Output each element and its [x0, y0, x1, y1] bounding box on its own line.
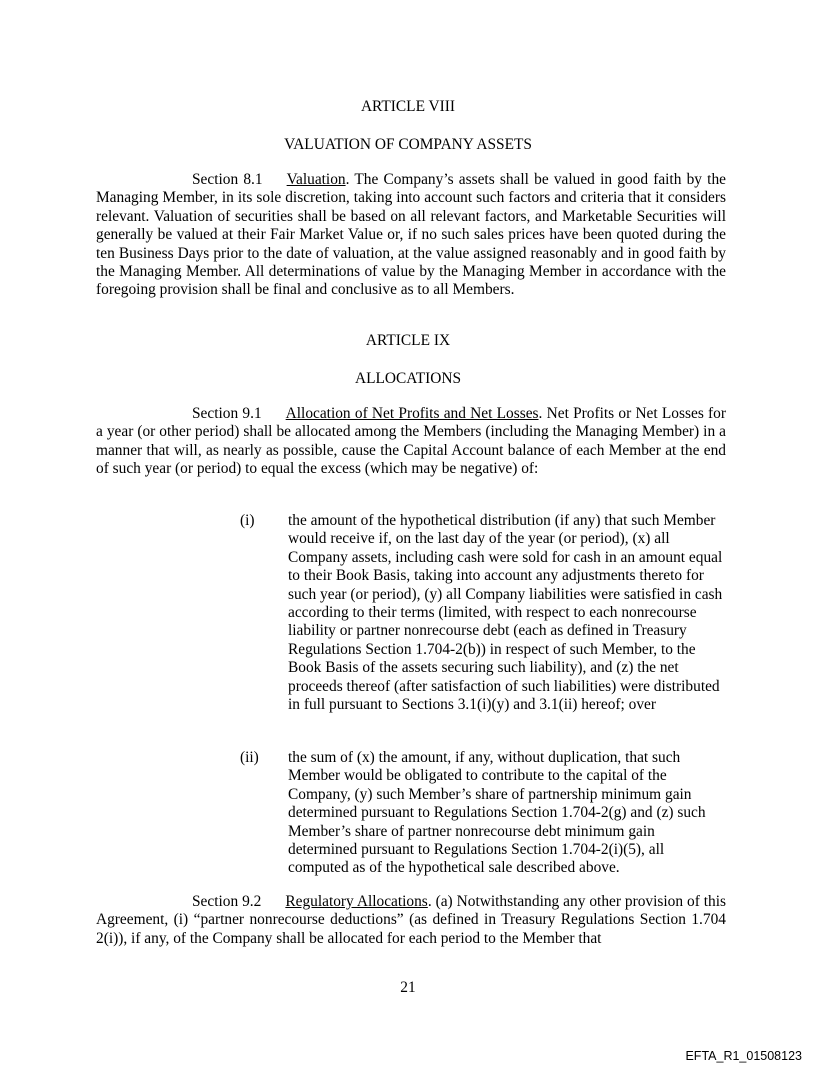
- list-item-number: (ii): [240, 749, 259, 766]
- section-8-1-title: Valuation: [286, 171, 346, 188]
- document-id-footer: EFTA_R1_01508123: [685, 1049, 802, 1063]
- list-item-text: the sum of (x) the amount, if any, without duplication, that such Member would be obligated to contribute to the capital of the Company, (y) such Member’s share of partnership minimum gain determined pursuant to Regulations Section 1.704-2(g) and (z) such Member’s share of partner nonrecourse debt minimum gain determined pursuant to Regulations Section 1.704-2(i)(5), all computed as of the hypothetical sale described above.: [288, 749, 706, 877]
- section-8-1-number: Section 8.1: [192, 171, 263, 188]
- section-9-1-body: . Net Profits or Net Losses for a year (or other period) shall be allocated among the Members (including the Managing Member) in a manner that will, as nearly as possible, cause the Capital Account balance of each Member at the end of such year (or period) to equal the excess (which may be negative) of:: [96, 405, 726, 478]
- section-9-2-number: Section 9.2: [192, 893, 262, 910]
- page-number: 21: [400, 979, 416, 996]
- article-ix-title: ALLOCATIONS: [354, 370, 462, 387]
- article-viii-heading: ARTICLE VIII: [360, 98, 456, 115]
- list-item-number: (i): [240, 512, 255, 529]
- section-9-2-title: Regulatory Allocations: [285, 893, 428, 910]
- article-viii-title: VALUATION OF COMPANY ASSETS: [284, 136, 532, 153]
- section-9-2-paragraph: [96, 893, 726, 948]
- section-9-2-body: . (a) Notwithstanding any other provision of this Agreement, (i) “partner nonrecourse deductions” (as defined in Treasury Regulations Section 1.704 2(i)), if any, of the Company shall be allocated for each period to the Member that: [96, 893, 727, 947]
- article-ix-heading: ARTICLE IX: [365, 332, 451, 349]
- section-8-1-body: . The Company’s assets shall be valued in good faith by the Managing Member, in its sole discretion, taking into account such factors and criteria that it considers relevant. Valuation of securities shall be based on all relevant factors, and Marketable Securities will generally be valued at their Fair Market Value or, if no such sales prices have been quoted during the ten Business Days prior to the date of valuation, at the value assigned reasonably and in good faith by the Managing Member. All determinations of value by the Managing Member in accordance with the foregoing provision shall be final and conclusive as to all Members.: [96, 171, 726, 299]
- section-9-1-number: Section 9.1: [192, 405, 262, 422]
- list-item-text: the amount of the hypothetical distribution (if any) that such Member would receive if, on the last day of the year (or period), (x) all Company assets, including cash were sold for cash in an amount equal to their Book Basis, taking into account any adjustments thereto for such year (or period), (y) all Company liabilities were satisfied in cash according to their terms (limited, with respect to each nonrecourse liability or partner nonrecourse debt (each as defined in Treasury Regulations Section 1.704-2(b)) in respect of such Member, to the Book Basis of the assets securing such liability), and (z) the net proceeds thereof (after satisfaction of such liabilities) were distributed in full pursuant to Sections 3.1(i)(y) and 3.1(ii) hereof; over: [288, 512, 723, 714]
- section-8-1-paragraph: [96, 171, 726, 300]
- section-9-1-paragraph: [96, 405, 726, 479]
- section-9-1-title: Allocation of Net Profits and Net Losses: [285, 405, 539, 422]
